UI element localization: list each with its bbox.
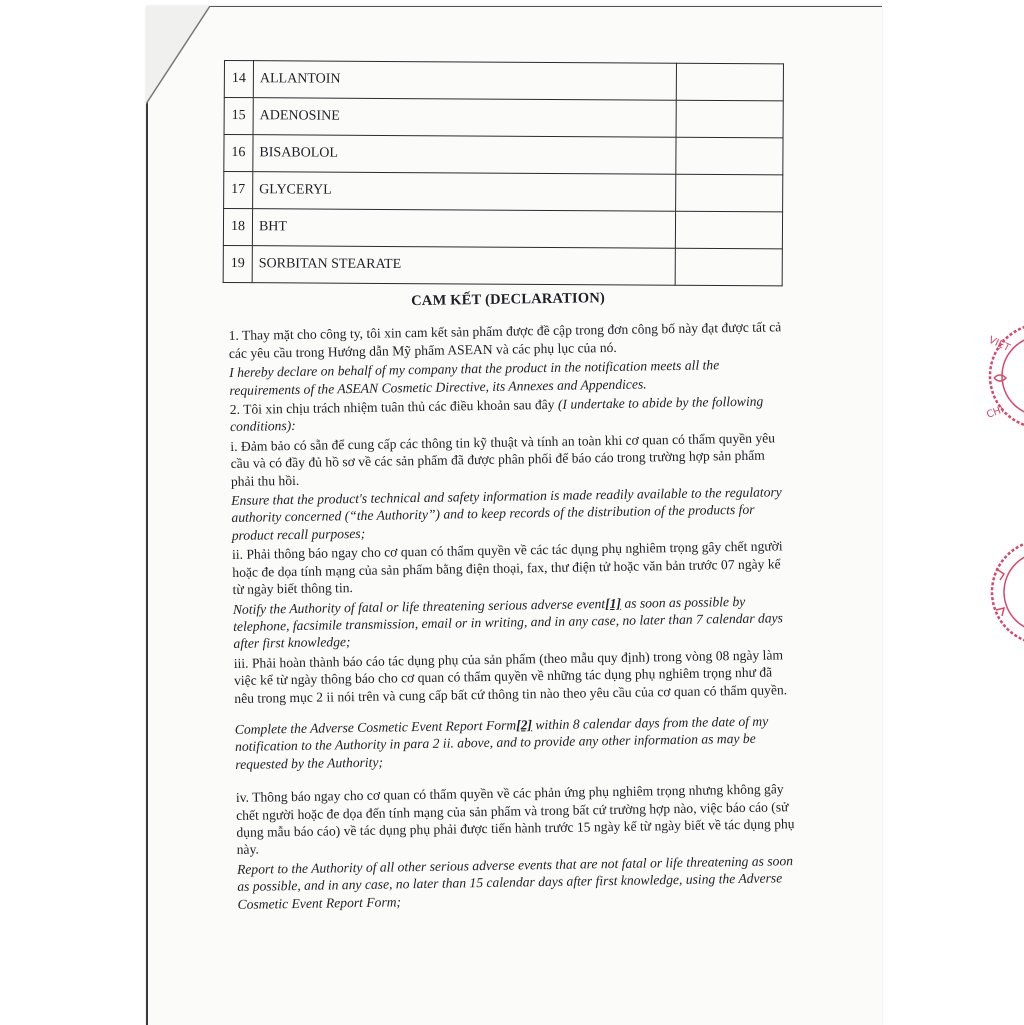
row-number: 17 <box>224 172 253 209</box>
ingredient-name: ADENOSINE <box>253 98 676 138</box>
table-row <box>224 61 783 101</box>
table-row <box>223 245 782 285</box>
ingredient-name: BHT <box>252 209 675 249</box>
empty-cell <box>676 174 783 212</box>
table-row <box>223 209 782 249</box>
ingredients-table <box>223 60 784 286</box>
ingredient-name: GLYCERYL <box>253 172 676 212</box>
red-seal-stamp <box>980 318 1024 438</box>
empty-cell <box>676 100 783 138</box>
condition-iii-english <box>235 712 796 773</box>
row-number: 14 <box>224 61 253 98</box>
empty-cell <box>676 137 783 175</box>
condition-iv-vietnamese: iv. Thông báo ngay cho cơ quan có thẩm quyền về các phản ứng phụ nghiêm trọng nhưng không gây chết người hoặc đe dọa đến tính mạng của sản phẩm và trong bất cứ trường hợp nào, việc báo cáo (sử dụng mẫu báo cáo) về tác dụng phụ phải được tiến hành trước 15 ngày kể từ ngày biết về tác dụng phụ này. <box>235 781 795 858</box>
clause-2-english: (I undertake to abide by the following conditions): <box>229 393 764 435</box>
table-row <box>224 98 783 138</box>
ingredient-name: BISABOLOL <box>253 135 676 175</box>
row-number: 16 <box>224 135 253 172</box>
clause-2-heading <box>230 392 790 436</box>
row-number: 15 <box>224 98 253 135</box>
clause-1-english: I hereby declare on behalf of my company that the product in the notification meets all the requirements of the ASEAN Cosmetic Directive, its Annexes and Appendices. <box>229 357 720 398</box>
stamp-text-mid: CHI <box>985 404 1006 421</box>
footnote-link-2[interactable]: [2] <box>516 717 533 733</box>
row-number: 18 <box>223 209 252 246</box>
ingredient-name: SORBITAN STEARATE <box>252 246 675 286</box>
table-row <box>224 135 783 175</box>
ingredient-name: ALLANTOIN <box>253 61 676 101</box>
condition-ii-english-text-cont: as soon as possible by telephone, facsimile transmission, email or in writing, and in any case, no later than 7 calendar days after first knowledge; <box>233 593 783 652</box>
stamp-text-top: VIỆT <box>986 334 1012 355</box>
clause-2-vietnamese: 2. Tôi xin chịu trách nhiệm tuân thủ các điều khoản sau đây <box>229 396 555 418</box>
condition-iii-vietnamese: iii. Phải hoàn thành báo cáo tác dụng phụ của sản phẩm (theo mẫu quy định) trong vòng 08 ngày làm việc kể từ ngày thông báo cho cơ quan có thẩm quyền về những tác dụng phụ nghiêm trọng như đã nêu trong mục 2 ii nói trên và cung cấp bất cứ thông tin nào theo yêu cầu của cơ quan có thẩm quyền. <box>233 647 788 706</box>
condition-i-english: Ensure that the product's technical and safety information is made readily available to the regulatory authority concerned (“the Authority”) and to keep records of the distribution of the products for product recall purposes; <box>231 484 782 543</box>
empty-cell <box>676 63 783 101</box>
declaration-title: CAM KẾT (DECLARATION) <box>411 290 606 310</box>
empty-cell <box>675 248 782 286</box>
condition-iv-english: Report to the Authority of all other serious adverse events that are not fatal or life threatening as soon as possible, and in any case, no later than 15 calendar days after first knowledge, using the Adverse Cosmetic Event Report Form; <box>236 852 794 912</box>
condition-ii-english <box>233 592 794 653</box>
table-row <box>224 172 783 212</box>
condition-i-vietnamese: i. Đảm bảo có sẵn để cung cấp các thông tin kỹ thuật và tính an toàn khi cơ quan có thẩm quyền yêu cầu và có đầy đủ hồ sơ về các sản phẩm đã được phân phối để báo cáo trong trường hợp sản phẩm phải thu hồi. <box>230 430 776 489</box>
empty-cell <box>675 211 782 249</box>
condition-ii-vietnamese: ii. Phải thông báo ngay cho cơ quan có thẩm quyền về các tác dụng phụ nghiêm trọng gây chết người hoặc đe dọa tính mạng của sản phẩm bằng điện thoại, fax, thư điện tử hoặc văn bản trước 07 ngày kể từ ngày biết thông tin. <box>231 538 783 598</box>
red-seal-stamp-partial <box>980 530 1024 650</box>
footnote-link-1[interactable]: [1] <box>605 595 622 611</box>
row-number: 19 <box>223 245 252 282</box>
condition-ii-english-text: Notify the Authority of fatal or life threatening serious adverse event <box>232 595 606 617</box>
clause-1-vietnamese: 1. Thay mặt cho công ty, tôi xin cam kết sản phẩm được đề cập trong đơn công bố này đạt được tất cả các yêu cầu trong Hướng dẫn Mỹ phẩm ASEAN và các phụ lục của nó. <box>228 319 782 361</box>
declaration-section <box>228 287 798 915</box>
condition-iii-english-text: Complete the Adverse Cosmetic Event Report Form <box>234 717 517 737</box>
condition-iii-english-text-cont: within 8 calendar days from the date of my notification to the Authority in para 2 ii. above, and to provide any other information as may be requested by the Authority; <box>234 713 769 772</box>
page-fold-corner <box>146 6 216 106</box>
